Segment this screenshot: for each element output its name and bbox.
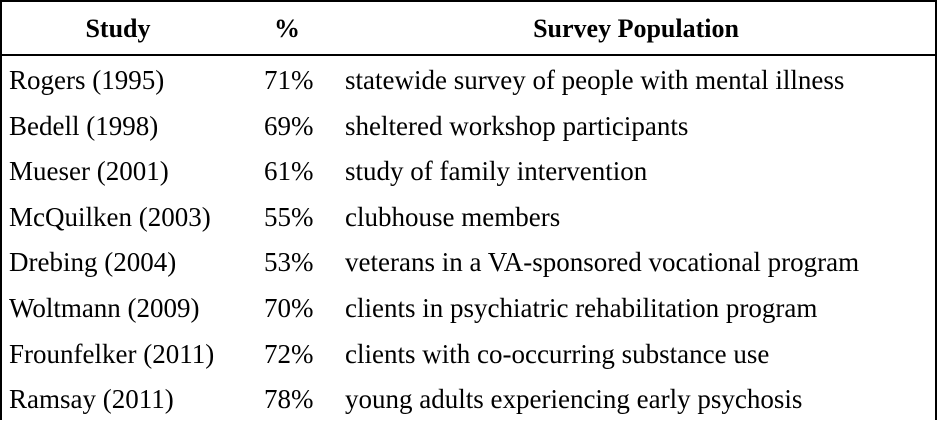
population-cell: young adults experiencing early psychosis — [345, 384, 803, 415]
study-cell: Rogers (1995) — [9, 65, 165, 95]
percent-cell: 53% — [264, 247, 314, 278]
population-cell: sheltered workshop participants — [345, 110, 689, 141]
percent-cell: 61% — [264, 156, 314, 187]
study-cell: Ramsay (2011) — [9, 384, 174, 415]
header-percent: % — [274, 14, 300, 43]
table-row — [2, 286, 935, 332]
table-row — [2, 104, 935, 150]
study-cell: Frounfelker (2011) — [9, 338, 215, 369]
table-row — [2, 58, 935, 104]
population-cell: study of family intervention — [345, 156, 648, 187]
percent-cell: 71% — [264, 65, 314, 95]
header-study: Study — [85, 14, 151, 43]
percent-cell: 69% — [264, 110, 314, 141]
percent-cell: 72% — [264, 338, 314, 369]
population-cell: statewide survey of people with mental illness — [345, 65, 845, 95]
table-row — [2, 240, 935, 286]
study-cell: Mueser (2001) — [9, 156, 169, 187]
population-cell: clients in psychiatric rehabilitation program — [345, 292, 818, 323]
table-row — [2, 332, 935, 378]
header-survey-population: Survey Population — [533, 14, 739, 43]
population-cell: clubhouse members — [345, 201, 561, 232]
percent-cell: 70% — [264, 292, 314, 323]
percent-cell: 78% — [264, 384, 314, 415]
percent-cell: 55% — [264, 201, 314, 232]
table-header-row — [2, 2, 935, 56]
study-cell: Woltmann (2009) — [9, 292, 200, 323]
table-row — [2, 149, 935, 195]
study-cell: McQuilken (2003) — [9, 201, 211, 232]
study-cell: Drebing (2004) — [9, 247, 177, 278]
population-cell: clients with co-occurring substance use — [345, 338, 770, 369]
table-row — [2, 195, 935, 241]
table-body — [2, 58, 935, 423]
study-cell: Bedell (1998) — [9, 110, 159, 141]
population-cell: veterans in a VA-sponsored vocational program — [345, 247, 860, 278]
